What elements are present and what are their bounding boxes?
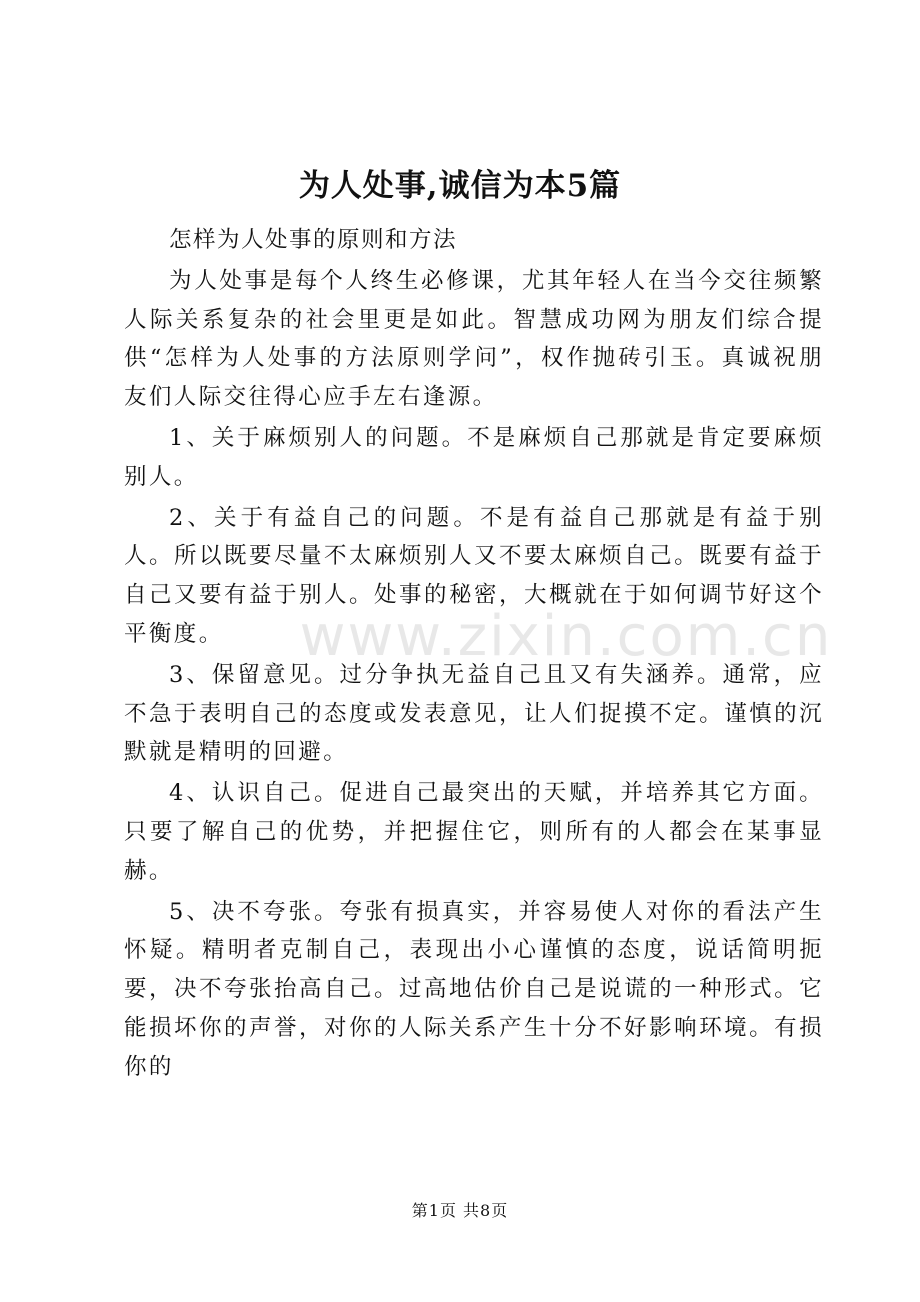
paragraph-intro: 为人处事是每个人终生必修课，尤其年轻人在当今交往频繁人际关系复杂的社会里更是如此。智慧成功网为朋友们综合提供“怎样为人处事的方法原则学问”，权作抛砖引玉。真诚祝朋友们人际交往得心应手左右逢源。	[124, 267, 824, 411]
page-footer: 第1页 共8页	[411, 1201, 509, 1220]
paragraph-point-2: 2、关于有益自己的问题。不是有益自己那就是有益于别人。所以既要尽量不太麻烦别人又不要太麻烦自己。既要有益于自己又要有益于别人。处事的秘密，大概就在于如何调节好这个平衡度。	[124, 504, 824, 647]
page-title: 为人处事,诚信为本5篇	[298, 168, 622, 204]
paragraph-point-1: 1、关于麻烦别人的问题。不是麻烦自己那就是肯定要麻烦别人。	[124, 424, 824, 490]
document-subtitle: 怎样为人处事的原则和方法	[169, 227, 458, 253]
paragraph-point-3: 3、保留意见。过分争执无益自己且又有失涵养。通常，应不急于表明自己的态度或发表意见，让人们捉摸不定。谨慎的沉默就是精明的回避。	[124, 661, 824, 766]
document-body	[124, 221, 824, 1089]
paragraph-point-5: 5、决不夸张。夸张有损真实，并容易使人对你的看法产生怀疑。精明者克制自己，表现出小心谨慎的态度，说话简明扼要，决不夸张抬高自己。过高地估价自己是说谎的一种形式。它能损坏你的声誉，对你的人际关系产生十分不好影响环境。有损你的	[124, 898, 824, 1080]
paragraph-point-4: 4、认识自己。促进自己最突出的天赋，并培养其它方面。只要了解自己的优势，并把握住它，则所有的人都会在某事显赫。	[124, 780, 824, 884]
watermark: www.zixin.com.cn	[299, 604, 833, 669]
